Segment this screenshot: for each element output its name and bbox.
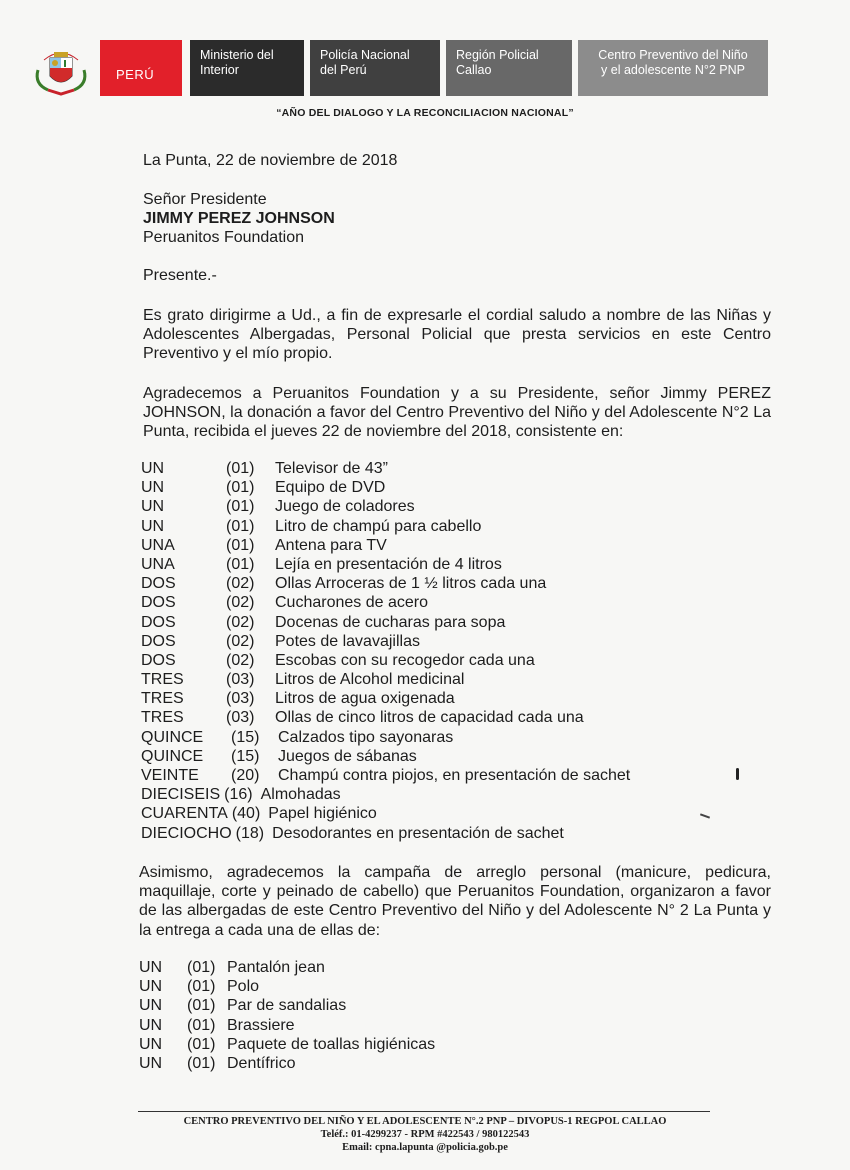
item-quantity-number: (01) [226, 479, 255, 497]
list-item [141, 785, 564, 804]
item-description: Paquete de toallas higiénicas [227, 1035, 436, 1053]
item-quantity-number: (01) [187, 1035, 216, 1053]
item-quantity-number: (02) [226, 613, 255, 631]
item-quantity-word: QUINCE [141, 747, 204, 765]
item-description: Cucharones de acero [275, 594, 428, 612]
policia-block [310, 40, 440, 96]
recipient-block [143, 190, 771, 248]
item-description: Litros de agua oxigenada [275, 690, 455, 708]
centro-block [578, 40, 768, 96]
item-quantity-word: UN [141, 498, 165, 516]
centro-line-2: y el adolescente N°2 PNP [601, 63, 745, 77]
item-quantity-number: (16) [224, 786, 253, 804]
item-quantity-word: UN [139, 1035, 163, 1053]
list-item [141, 824, 564, 843]
item-description: Juego de coladores [275, 498, 415, 516]
item-quantity-number: (03) [226, 709, 255, 727]
paragraph-campaign: Asimismo, agradecemos la campaña de arreglo personal (manicure, pedicura, maquillaje, corte y peinado de cabello) que Peruanitos Foundation, organizaron a favor de las albergadas de este Centro Preventivo del Niño y del Adolescente N° 2 La Punta y la entrega a cada una de ellas de: [139, 864, 771, 939]
item-quantity-number: (01) [187, 1016, 216, 1034]
item-quantity-word: DOS [141, 594, 176, 612]
item-quantity-number: (40) [231, 805, 261, 823]
item-quantity-number: (02) [226, 594, 255, 612]
item-quantity-number: (01) [226, 460, 255, 477]
region-line-2: Callao [456, 63, 492, 77]
item-quantity-number: (03) [226, 690, 255, 708]
footer-phone: Teléf.: 01-4299237 - RPM #422543 / 980122543 [320, 1129, 530, 1140]
item-quantity-word: DOS [141, 613, 176, 631]
recipient-salutation: Señor Presidente [143, 191, 267, 208]
list-item [141, 632, 564, 651]
item-description: Polo [227, 978, 260, 996]
recipient-name: JIMMY PEREZ JOHNSON [143, 210, 335, 228]
item-quantity-word: DIECISEIS [141, 786, 221, 804]
paragraph-donation: Agradecemos a Peruanitos Foundation y a su Presidente, señor Jimmy PEREZ JOHNSON, la donación a favor del Centro Preventivo del Niño y del Adolescente N°2 La Punta, recibida el jueves 22 de noviembre del 2018, consistente en: [143, 385, 771, 441]
item-description: Almohadas [260, 786, 341, 804]
item-description: Calzados tipo sayonaras [278, 728, 454, 746]
item-quantity-word: UN [139, 978, 163, 996]
list-item [141, 459, 564, 478]
year-motto: “AÑO DEL DIALOGO Y LA RECONCILIACION NACIONAL” [276, 107, 574, 119]
item-quantity-number: (01) [187, 1054, 216, 1072]
item-description: Ollas de cinco litros de capacidad cada una [275, 709, 584, 727]
item-quantity-number: (01) [187, 997, 216, 1015]
list-item [141, 593, 564, 612]
item-quantity-number: (01) [226, 498, 255, 516]
list-item [141, 804, 564, 823]
item-description: Antena para TV [275, 536, 387, 554]
list-item [141, 728, 564, 747]
item-quantity-number: (01) [187, 959, 216, 976]
item-quantity-number: (01) [226, 555, 255, 573]
item-quantity-word: CUARENTA [141, 805, 228, 823]
item-quantity-word: DOS [141, 632, 176, 650]
item-description: Litro de champú para cabello [275, 517, 482, 535]
list-item [141, 517, 564, 536]
policia-line-2: del Perú [320, 63, 367, 77]
peru-label: PERÚ [116, 67, 155, 82]
list-item [141, 747, 564, 766]
item-quantity-word: TRES [141, 709, 184, 727]
item-quantity-word: UNA [141, 536, 175, 554]
policia-line-1: Policía Nacional [320, 48, 410, 62]
list-item [141, 651, 564, 670]
item-quantity-word: DOS [141, 651, 176, 669]
paragraph-greeting: Es grato dirigirme a Ud., a fin de expresarle el cordial saludo a nombre de las Niñas y Adolescentes Albergadas, Personal Policial que presta servicios en este Centro Preventivo y el mío propio. [143, 307, 771, 363]
item-quantity-number: (15) [231, 728, 260, 746]
item-description: Juegos de sábanas [278, 747, 417, 765]
item-description: Champú contra piojos, en presentación de sachet [278, 767, 631, 784]
item-quantity-number: (01) [187, 978, 216, 996]
item-description: Escobas con su recogedor cada una [275, 651, 535, 669]
scan-mark [736, 768, 739, 780]
item-description: Lejía en presentación de 4 litros [275, 555, 502, 573]
ministerio-block [190, 40, 304, 96]
item-description: Equipo de DVD [275, 479, 386, 497]
item-description: Ollas Arroceras de 1 ½ litros cada una [275, 575, 547, 593]
letter-date: La Punta, 22 de noviembre de 2018 [143, 152, 398, 169]
item-description: Desodorantes en presentación de sachet [272, 824, 564, 842]
item-quantity-word: UN [139, 959, 163, 976]
scan-mark [700, 813, 710, 818]
item-quantity-number: (02) [226, 651, 255, 669]
peru-coat-of-arms-icon [32, 40, 90, 96]
list-item [141, 613, 564, 632]
recipient-org: Peruanitos Foundation [143, 229, 304, 247]
item-quantity-number: (02) [226, 632, 255, 650]
item-quantity-word: UN [141, 460, 165, 477]
item-description: Papel higiénico [268, 805, 377, 823]
footer-email: Email: cpna.lapunta @policia.gob.pe [342, 1142, 508, 1153]
list-item [141, 478, 564, 497]
ministerio-line-1: Ministerio del [200, 48, 274, 62]
region-block [446, 40, 572, 96]
item-quantity-number: (02) [226, 575, 255, 593]
item-quantity-word: DOS [141, 575, 176, 593]
item-quantity-word: UN [139, 997, 163, 1015]
item-quantity-word: UN [141, 479, 165, 497]
item-description: Televisor de 43” [275, 460, 388, 477]
item-quantity-word: UN [139, 1016, 163, 1034]
list-item [141, 708, 584, 727]
list-item [141, 497, 564, 516]
letter-footer [0, 1115, 850, 1154]
list-item [141, 670, 564, 689]
centro-line-1: Centro Preventivo del Niño [598, 48, 748, 62]
item-quantity-number: (01) [226, 536, 255, 554]
footer-divider [138, 1111, 710, 1112]
item-description: Potes de lavavajillas [275, 632, 420, 650]
item-quantity-number: (18) [235, 824, 265, 842]
item-quantity-word: UNA [141, 555, 175, 573]
institutional-header [32, 40, 772, 96]
footer-address: CENTRO PREVENTIVO DEL NIÑO Y EL ADOLESCENTE N°.2 PNP – DIVOPUS-1 REGPOL CALLAO [183, 1116, 667, 1127]
donation-list [141, 459, 631, 843]
item-quantity-word: VEINTE [141, 767, 199, 784]
item-quantity-number: (20) [231, 767, 260, 784]
item-quantity-word: UN [139, 1054, 163, 1072]
item-description: Pantalón jean [227, 959, 325, 976]
item-quantity-word: QUINCE [141, 728, 204, 746]
item-quantity-number: (01) [226, 517, 255, 535]
item-quantity-number: (03) [226, 671, 255, 689]
peru-brand-block [100, 40, 182, 96]
ministerio-line-2: Interior [200, 63, 239, 77]
item-quantity-word: DIECIOCHO [141, 824, 232, 842]
item-description: Par de sandalias [227, 997, 347, 1015]
presente-line: Presente.- [143, 267, 217, 284]
list-item [141, 574, 564, 593]
item-quantity-word: TRES [141, 671, 184, 689]
item-description: Brassiere [227, 1016, 295, 1034]
item-quantity-word: TRES [141, 690, 184, 708]
region-line-1: Región Policial [456, 48, 539, 62]
list-item [141, 689, 564, 708]
list-item [141, 555, 564, 574]
item-description: Litros de Alcohol medicinal [275, 671, 465, 689]
item-quantity-word: UN [141, 517, 165, 535]
item-description: Dentífrico [227, 1054, 296, 1072]
list-item [141, 536, 564, 555]
list-item [141, 766, 631, 785]
item-description: Docenas de cucharas para sopa [275, 613, 506, 631]
item-quantity-number: (15) [231, 747, 260, 765]
